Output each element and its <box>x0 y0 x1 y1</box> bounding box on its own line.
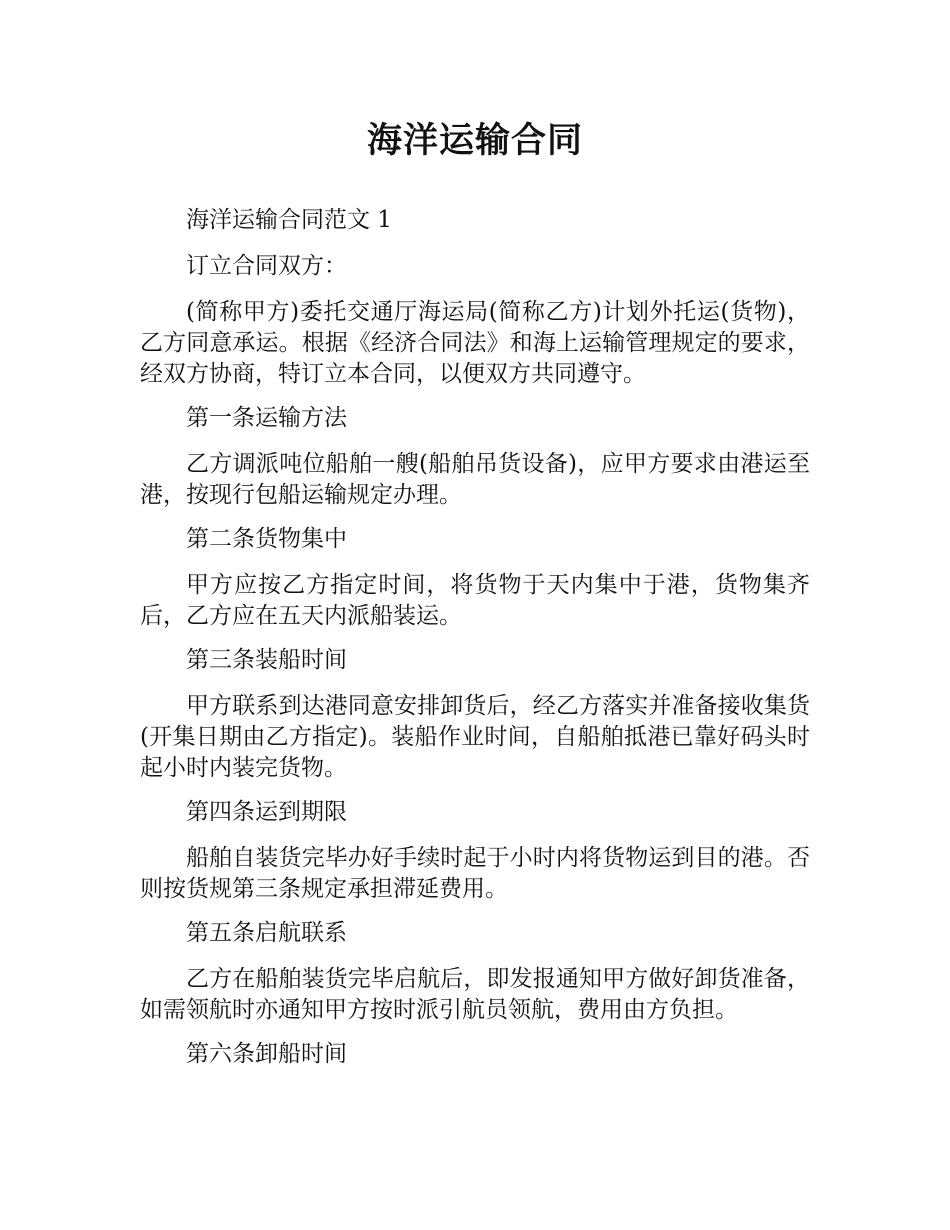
article-1-text: 乙方调派吨位船舶一艘(船舶吊货设备)，应甲方要求由港运至港，按现行包船运输规定办理。 <box>140 451 810 508</box>
article-4-heading: 第四条运到期限 <box>186 799 347 825</box>
article-1-heading: 第一条运输方法 <box>186 405 347 431</box>
article-4-text: 船舶自装货完毕办好手续时起于小时内将货物运到目的港。否则按货规第三条规定承担滞延费用。 <box>140 845 810 902</box>
article-2-text: 甲方应按乙方指定时间，将货物于天内集中于港，货物集齐后，乙方应在五天内派船装运。 <box>140 572 810 629</box>
document-body <box>140 205 810 1085</box>
document-title: 海洋运输合同 <box>366 121 583 161</box>
paragraph-subtitle: 海洋运输合同范文 1 <box>186 207 392 233</box>
paragraph-preamble: (简称甲方)委托交通厅海运局(简称乙方)计划外托运(货物)，乙方同意承运。根据《经济合同法》和海上运输管理规定的要求，经双方协商，特订立本合同，以便双方共同遵守。 <box>140 299 810 387</box>
article-2-heading: 第二条货物集中 <box>186 526 347 552</box>
article-3-text: 甲方联系到达港同意安排卸货后，经乙方落实并准备接收集货(开集日期由乙方指定)。装船作业时间，自船舶抵港已靠好码头时起小时内装完货物。 <box>140 693 810 781</box>
article-5-text: 乙方在船舶装货完毕启航后，即发报通知甲方做好卸货准备，如需领航时亦通知甲方按时派引航员领航，费用由方负担。 <box>140 966 810 1023</box>
article-3-heading: 第三条装船时间 <box>186 647 347 673</box>
article-5-heading: 第五条启航联系 <box>186 920 347 946</box>
article-6-heading: 第六条卸船时间 <box>186 1041 347 1067</box>
paragraph-parties: 订立合同双方： <box>186 253 347 279</box>
